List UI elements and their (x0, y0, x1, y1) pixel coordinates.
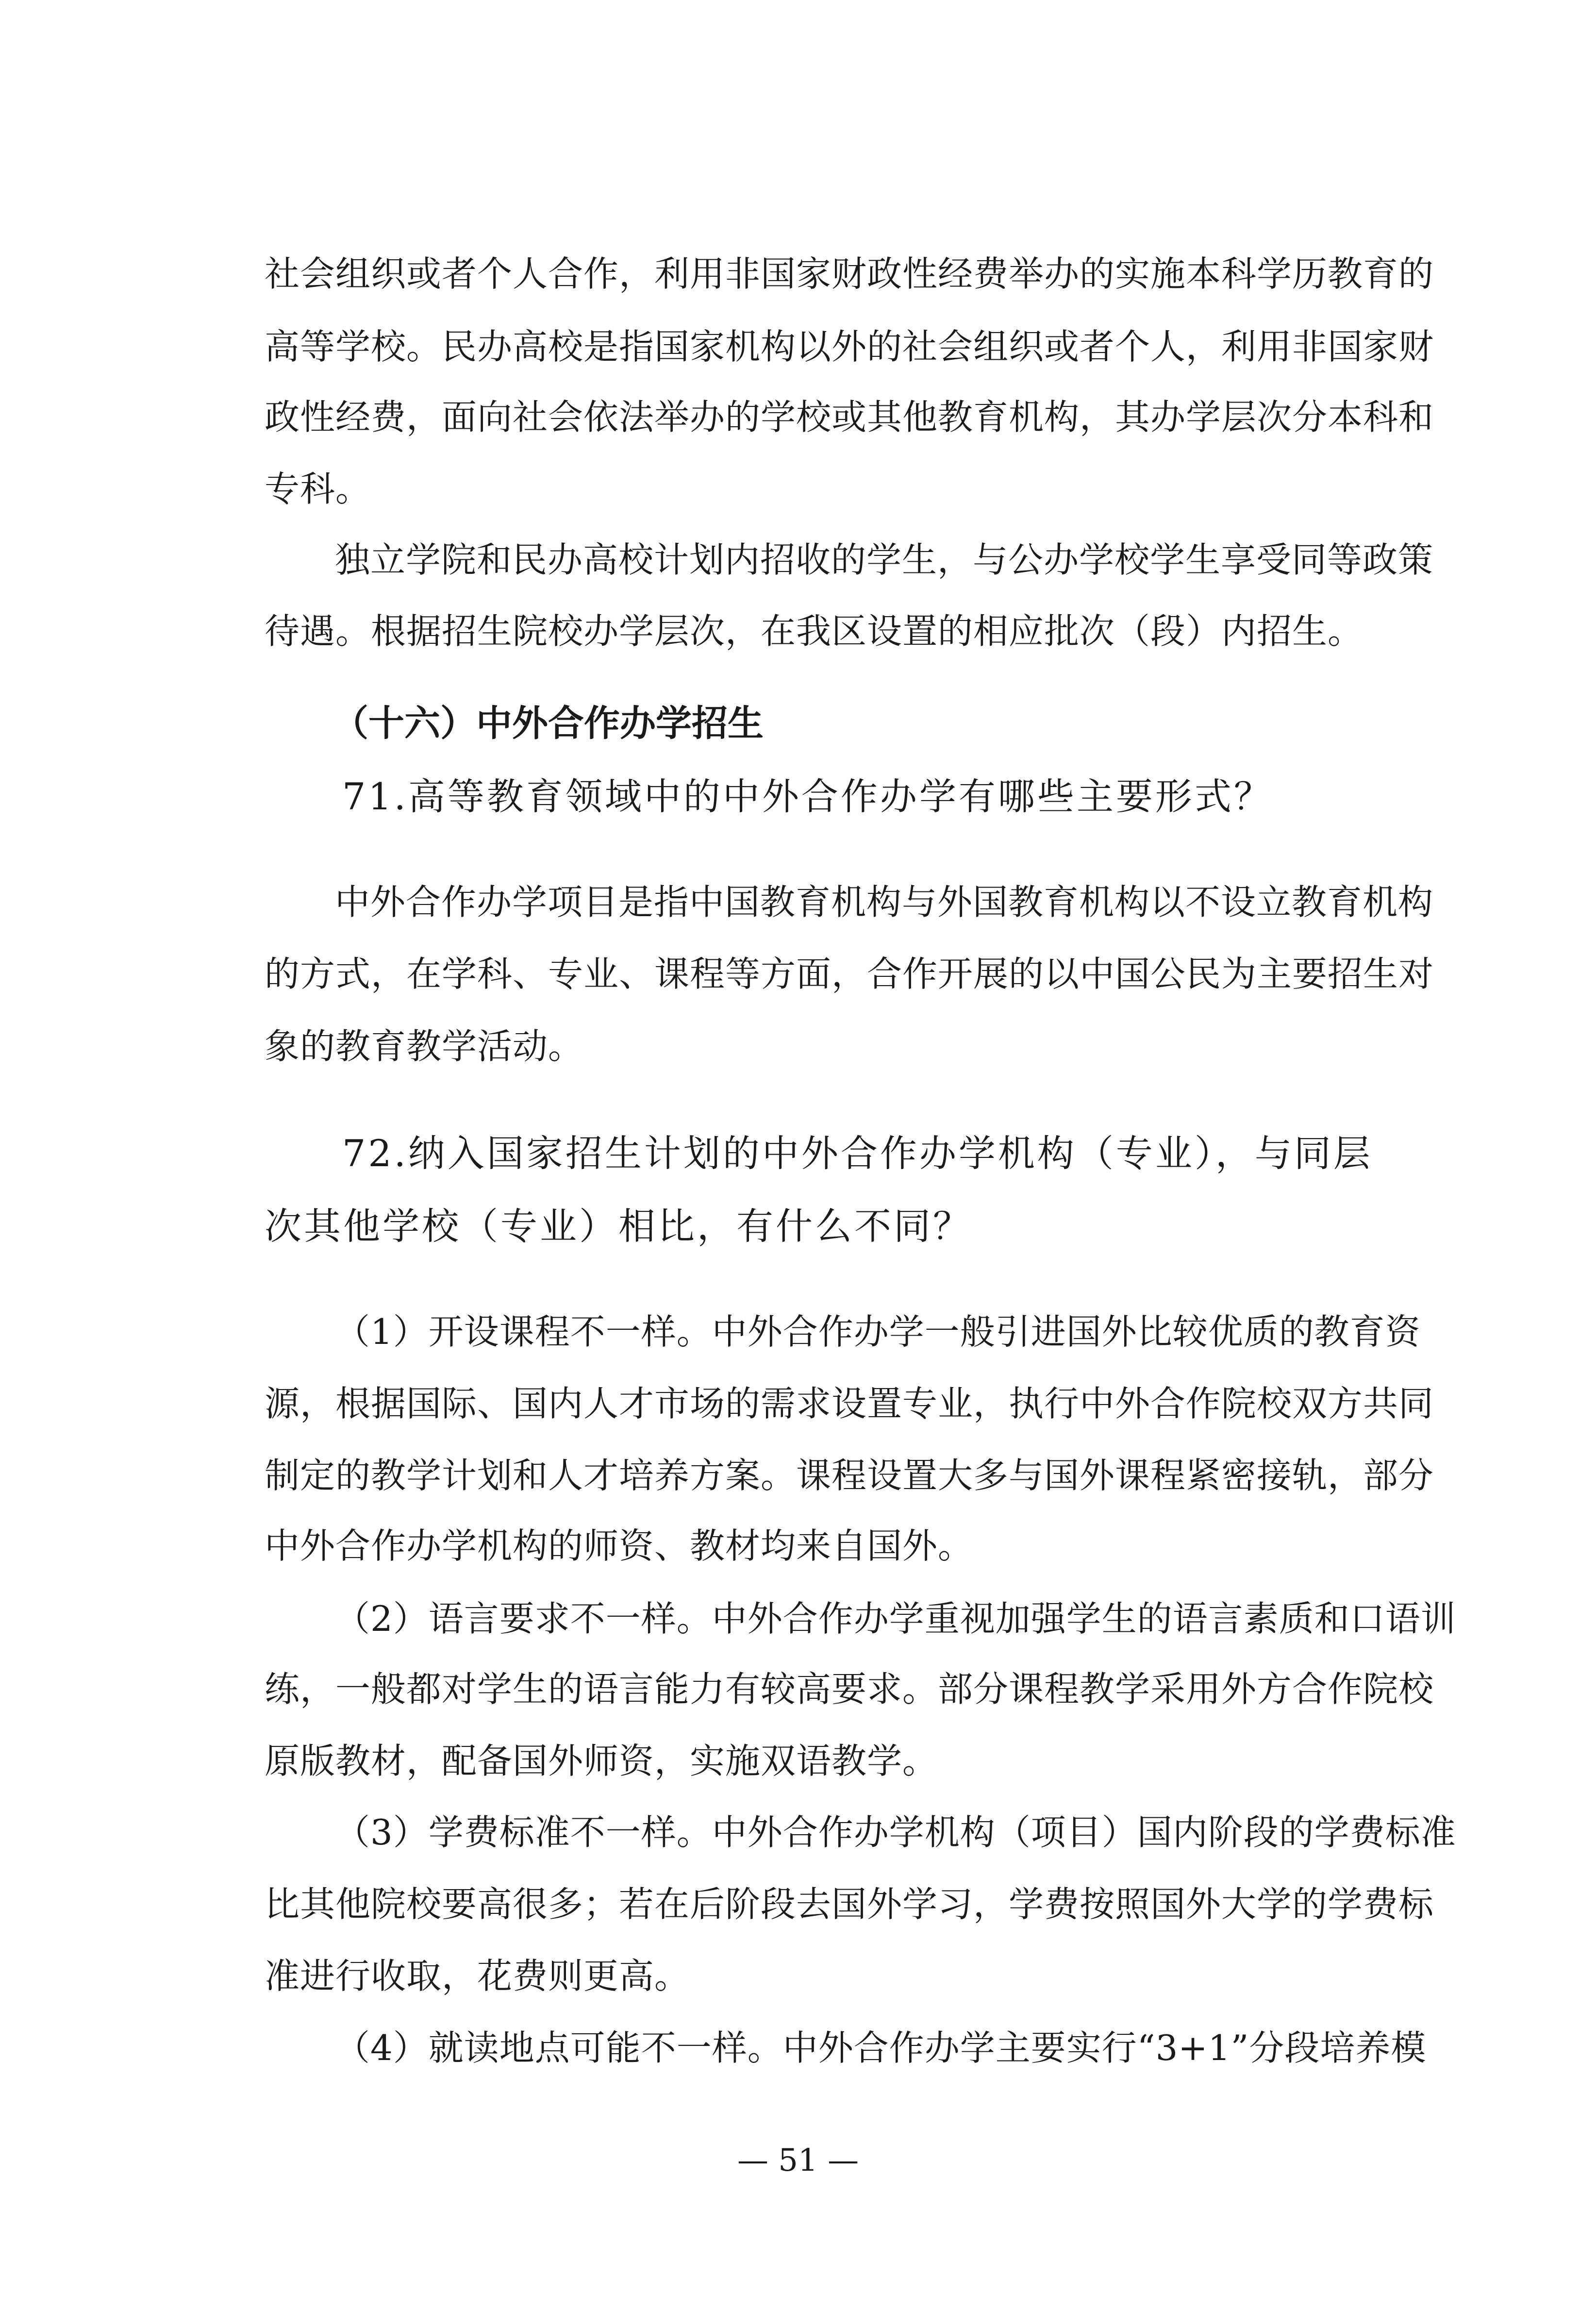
paragraph-line: 准进行收取，花费则更高。 (265, 1956, 690, 1996)
paragraph-line: 源，根据国际、国内人才市场的需求设置专业，执行中外合作院校双方共同 (265, 1383, 1434, 1424)
paragraph-line: （3）学费标准不一样。中外合作办学机构（项目）国内阶段的学费标准 (335, 1812, 1456, 1853)
section-heading: （十六）中外合作办学招生 (332, 703, 764, 744)
paragraph-line: 制定的教学计划和人才培养方案。课程设置大多与国外课程紧密接轨，部分 (265, 1455, 1434, 1496)
paragraph-line: 中外合作办学项目是指中国教育机构与外国教育机构以不设立教育机构 (335, 882, 1434, 922)
paragraph-line: （2）语言要求不一样。中外合作办学重视加强学生的语言素质和口语训 (335, 1598, 1456, 1639)
question-72-heading: 72.纳入国家招生计划的中外合作办学机构（专业），与同层 (342, 1132, 1373, 1175)
paragraph-line: 专科。 (265, 469, 371, 509)
paragraph-line: 练，一般都对学生的语言能力有较高要求。部分课程教学采用外方合作院校 (265, 1669, 1434, 1709)
page-number: — 51 — (737, 2143, 859, 2178)
paragraph-line: 独立学院和民办高校计划内招收的学生，与公办学校学生享受同等政策 (335, 539, 1434, 580)
paragraph-line: 政性经费，面向社会依法举办的学校或其他教育机构，其办学层次分本科和 (265, 397, 1434, 437)
paragraph-line: 原版教材，配备国外师资，实施双语教学。 (265, 1741, 938, 1781)
paragraph-line: 比其他院校要高很多；若在后阶段去国外学习，学费按照国外大学的学费标 (265, 1884, 1434, 1925)
paragraph-line: 待遇。根据招生院校办学层次，在我区设置的相应批次（段）内招生。 (265, 611, 1363, 652)
paragraph-line: 象的教育教学活动。 (265, 1026, 584, 1067)
paragraph-line: 的方式，在学科、专业、课程等方面，合作开展的以中国公民为主要招生对 (265, 954, 1434, 994)
paragraph-line: 中外合作办学机构的师资、教材均来自国外。 (265, 1525, 974, 1566)
paragraph-line: （4）就读地点可能不一样。中外合作办学主要实行“3+1”分段培养模 (335, 2027, 1427, 2068)
question-72-heading: 次其他学校（专业）相比，有什么不同？ (265, 1205, 972, 1248)
paragraph-line: 高等学校。民办高校是指国家机构以外的社会组织或者个人，利用非国家财 (265, 326, 1434, 367)
paragraph-line: 社会组织或者个人合作，利用非国家财政性经费举办的实施本科学历教育的 (265, 253, 1434, 294)
paragraph-line: （1）开设课程不一样。中外合作办学一般引进国外比较优质的教育资 (335, 1311, 1421, 1352)
question-71-heading: 71.高等教育领域中的中外合作办学有哪些主要形式？ (342, 775, 1273, 818)
